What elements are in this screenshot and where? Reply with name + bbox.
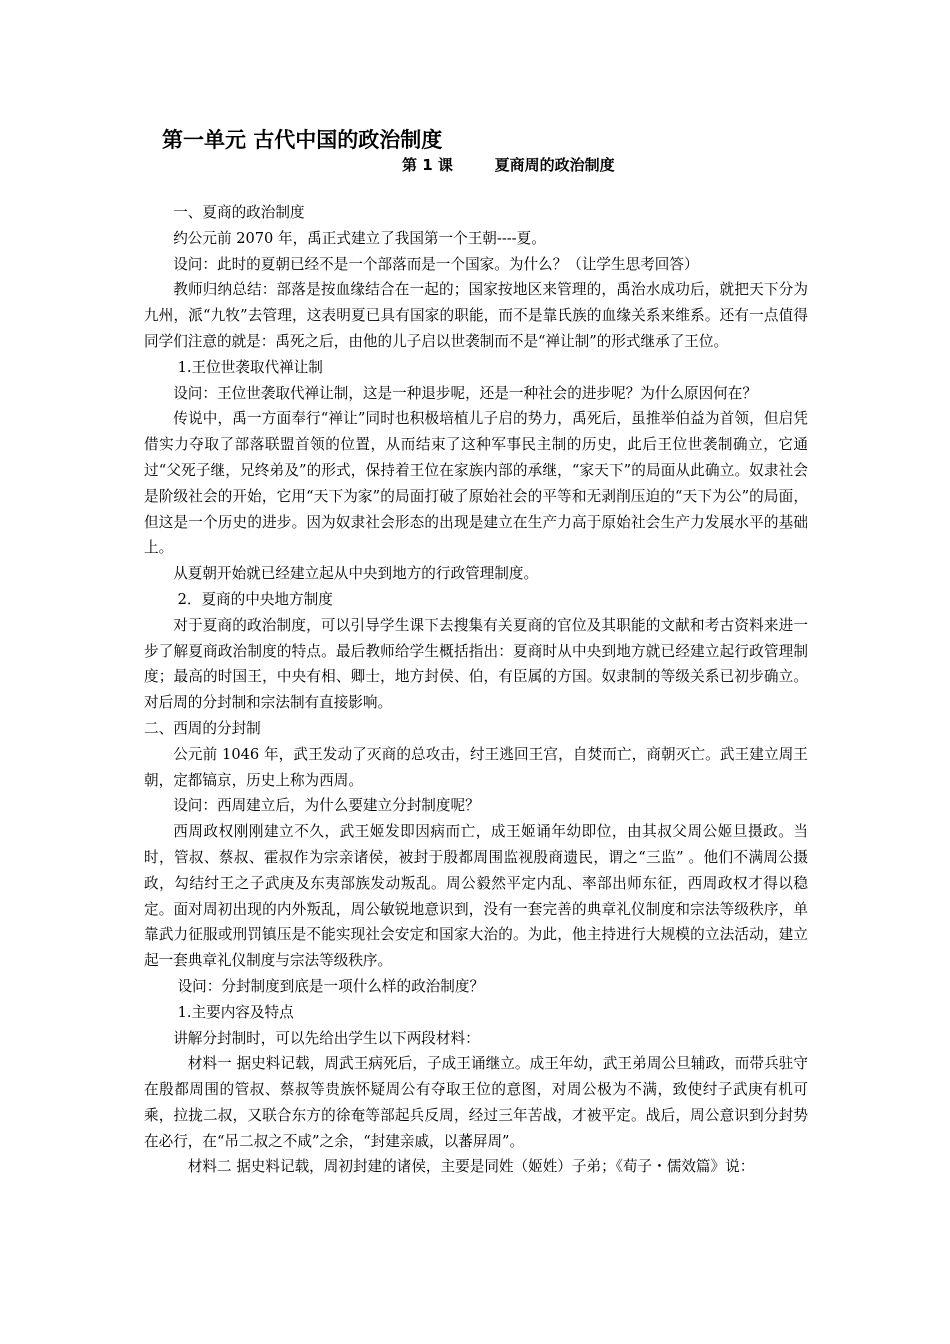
question-paragraph: 设问：西周建立后，为什么要建立分封制度呢？: [173, 797, 480, 815]
question-paragraph: 设问：此时的夏朝已经不是一个部落而是一个国家。为什么？（让学生思考回答）: [173, 255, 699, 273]
subsection-heading: 1.主要内容及特点: [177, 1003, 294, 1021]
paragraph: 从夏朝开始就已经建立起从中央到地方的行政管理制度。: [173, 565, 539, 583]
question-paragraph: 设问：分封制度到底是一项什么样的政治制度？: [177, 977, 485, 995]
document-body: [144, 200, 808, 1180]
material-paragraph: 材料二 据史料记载，周初封建的诸侯，主要是同姓（姬姓）子弟；《荀子・儒效篇》说：: [187, 1158, 755, 1176]
section-heading: 二、西周的分封制: [144, 719, 261, 737]
subsection-heading: 2．夏商的中央地方制度: [177, 590, 333, 608]
unit-title: 第一单元 古代中国的政治制度: [162, 128, 443, 152]
subsection-heading: 1.王位世袭取代禅让制: [177, 358, 323, 376]
material-paragraph: 材料一 据史料记载，周武王病死后，子成王诵继立。成王年幼，武王弟周公旦辅政，而带兵驻守在殷都周围的管叔、蔡叔等贵族怀疑周公有夺取王位的意图，对周公极为不满，致使纣子武庚有机可乘，拉拢二叔，又联合东方的徐奄等部起兵反周，经过三年苦战，才被平定。战后，周公意识到分封势在必行，在“吊二叔之不咸”之余，“封建亲戚，以蕃屏周”。: [144, 1055, 808, 1150]
lesson-title: 第 1 课 夏商周的政治制度: [402, 156, 615, 174]
paragraph: 西周政权刚刚建立不久，武王姬发即因病而亡，成王姬诵年幼即位，由其叔父周公姬旦摄政。当时，管叔、蔡叔、霍叔作为宗亲诸侯，被封于殷都周围监视殷商遗民，谓之“三监” 。他们不满周公摄政，勾结纣王之子武庚及东夷部族发动叛乱。周公毅然平定内乱、率部出师东征，西周政权才得以稳定。面对周初出现的内外叛乱，周公敏锐地意识到，没有一套完善的典章礼仪制度和宗法等级秩序，单靠武力征服或刑罚镇压是不能实现社会安定和国家大治的。为此，他主持进行大规模的立法活动，建立起一套典章礼仪制度与宗法等级秩序。: [144, 823, 808, 970]
paragraph: 约公元前 2070 年，禹正式建立了我国第一个王朝----夏。: [173, 229, 546, 247]
paragraph: 对于夏商的政治制度，可以引导学生课下去搜集有关夏商的官位及其职能的文献和考古资料来进一步了解夏商政治制度的特点。最后教师给学生概括指出：夏商时从中央到地方就已经建立起行政管理制度；最高的时国王，中央有相、卿士，地方封侯、伯，有臣属的方国。奴隶制的等级关系已初步确立。对后周的分封制和宗法制有直接影响。: [144, 616, 808, 712]
paragraph: 公元前 1046 年，武王发动了灭商的总攻击，纣王逃回王宫，自焚而亡，商朝灭亡。武王建立周王朝，定都镐京，历史上称为西周。: [144, 745, 808, 789]
paragraph: 讲解分封制时，可以先给出学生以下两段材料：: [173, 1029, 480, 1047]
paragraph: 教师归纳总结：部落是按血缘结合在一起的；国家按地区来管理的，禹治水成功后，就把天下分为九州，派“九牧”去管理，这表明夏已具有国家的职能，而不是靠氏族的血缘关系来维系。还有一点值得同学们注意的就是：禹死之后，由他的儿子启以世袭制而不是“禅让制”的形式继承了王位。: [144, 281, 808, 350]
paragraph: 传说中，禹一方面奉行“禅让”同时也积极培植儿子启的势力，禹死后，虽推举伯益为首领，但启凭借实力夺取了部落联盟首领的位置，从而结束了这种军事民主制的历史，此后王位世袭制确立，它通过“父死子继，兄终弟及”的形式，保持着王位在家族内部的承继，“家天下”的局面从此确立。奴隶社会是阶级社会的开始，它用“天下为家”的局面打破了原始社会的平等和无剥削压迫的“天下为公”的局面，但这是一个历史的进步。因为奴隶社会形态的出现是建立在生产力高于原始社会生产力发展水平的基础上。: [144, 410, 808, 557]
question-paragraph: 设问：王位世袭取代禅让制，这是一种退步呢，还是一种社会的进步呢？为什么原因何在？: [173, 384, 757, 402]
section-heading: 一、夏商的政治制度: [173, 204, 305, 221]
